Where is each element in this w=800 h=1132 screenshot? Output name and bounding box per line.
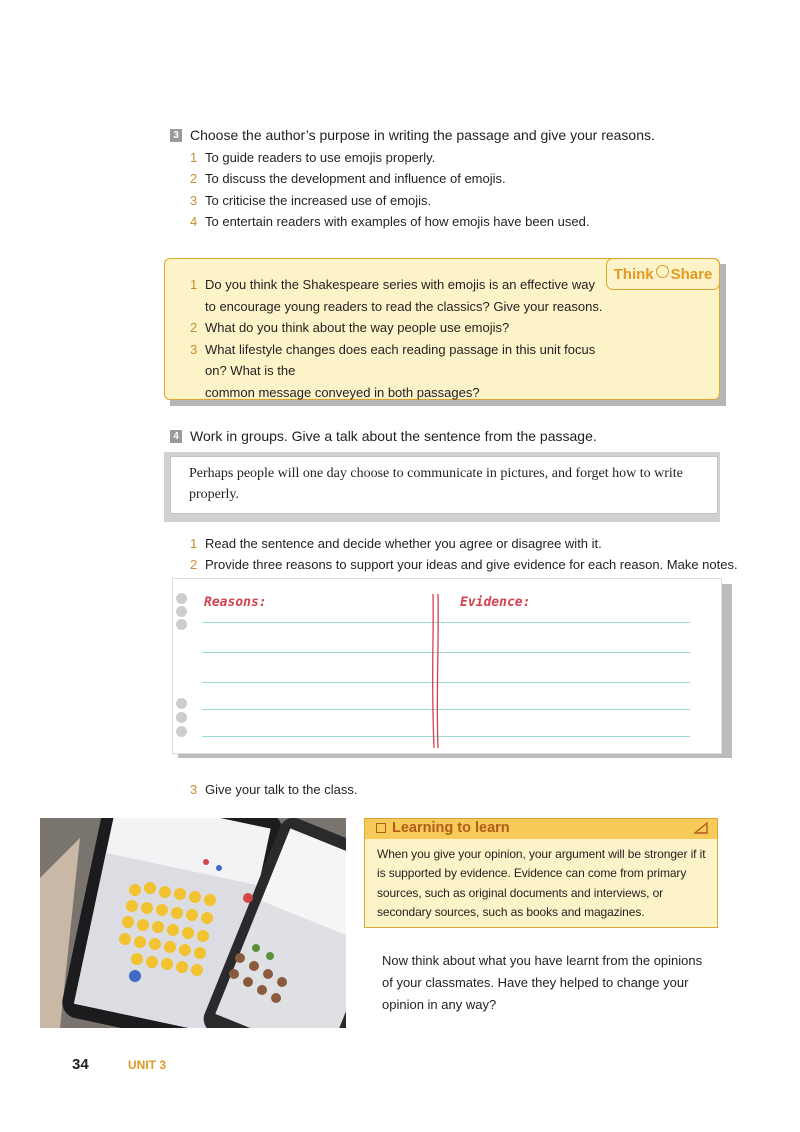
binder-hole [176, 606, 187, 617]
list-item: 2 Provide three reasons to support your ideas and give evidence for each reason. Make notes. [190, 557, 738, 573]
section-3-title: Choose the author’s purpose in writing the passage and give your reasons. [190, 127, 655, 143]
learning-box-body: When you give your opinion, your argument will be stronger if it is supported by evidence. Evidence can come from primary sources, such as original documents and interviews, or secondary sources, such as books and magazines. [377, 847, 706, 920]
purpose-options-list [190, 147, 589, 232]
ruled-line [202, 682, 690, 683]
binder-hole [176, 619, 187, 630]
section-number-badge: 4 [170, 430, 182, 443]
margin-line [428, 594, 442, 748]
list-item: 3 To criticise the increased use of emojis. [190, 192, 432, 208]
closing-question: Now think about what you have learnt from the opinions of your classmates. Have they helped to change your opinion in any way? [382, 953, 703, 1012]
section-number-badge: 3 [170, 129, 182, 142]
binder-hole [176, 593, 187, 604]
talk-steps-list-cont [190, 779, 357, 800]
think-share-questions [190, 274, 610, 403]
page-number: 34 [72, 1056, 89, 1073]
binder-hole [176, 712, 187, 723]
binder-hole [176, 726, 187, 737]
think-share-tab: Think Share [606, 258, 720, 290]
reasons-label: Reasons: [204, 595, 267, 610]
section-4-heading [170, 428, 597, 444]
binder-hole [176, 698, 187, 709]
section-4-title: Work in groups. Give a talk about the sentence from the passage. [190, 428, 597, 444]
ruled-line [202, 622, 690, 623]
talk-steps-list [190, 533, 738, 576]
list-item: 2 To discuss the development and influence of emojis. [190, 171, 506, 187]
ruled-line [202, 736, 690, 737]
corner-triangle-icon [694, 822, 708, 834]
evidence-label: Evidence: [460, 595, 531, 610]
list-item: 4 To entertain readers with examples of how emojis have been used. [190, 213, 590, 229]
list-item: 1 Do you think the Shakespeare series with emojis is an effective way to encourage young readers to read the classics? Give your reasons. [190, 277, 603, 314]
list-item: 1 To guide readers to use emojis properly. [190, 150, 436, 165]
checkbox-square-icon [376, 823, 386, 833]
ruled-line [202, 652, 690, 653]
list-item: 3 What lifestyle changes does each reading passage in this unit focus on? What is the common message conveyed in both passages? [190, 341, 596, 400]
emoji-phones-photo [40, 818, 346, 1028]
ruled-line [202, 709, 690, 710]
lightbulb-icon [656, 265, 669, 278]
list-item: 1 Read the sentence and decide whether you agree or disagree with it. [190, 536, 602, 551]
passage-quote: Perhaps people will one day choose to communicate in pictures, and forget how to write properly. [170, 456, 718, 514]
learning-box-title: Learning to learn [376, 820, 510, 836]
section-3-heading [170, 127, 655, 143]
unit-label: UNIT 3 [128, 1058, 167, 1072]
list-item: 2 What do you think about the way people use emojis? [190, 320, 510, 335]
list-item: 3 Give your talk to the class. [190, 782, 358, 797]
